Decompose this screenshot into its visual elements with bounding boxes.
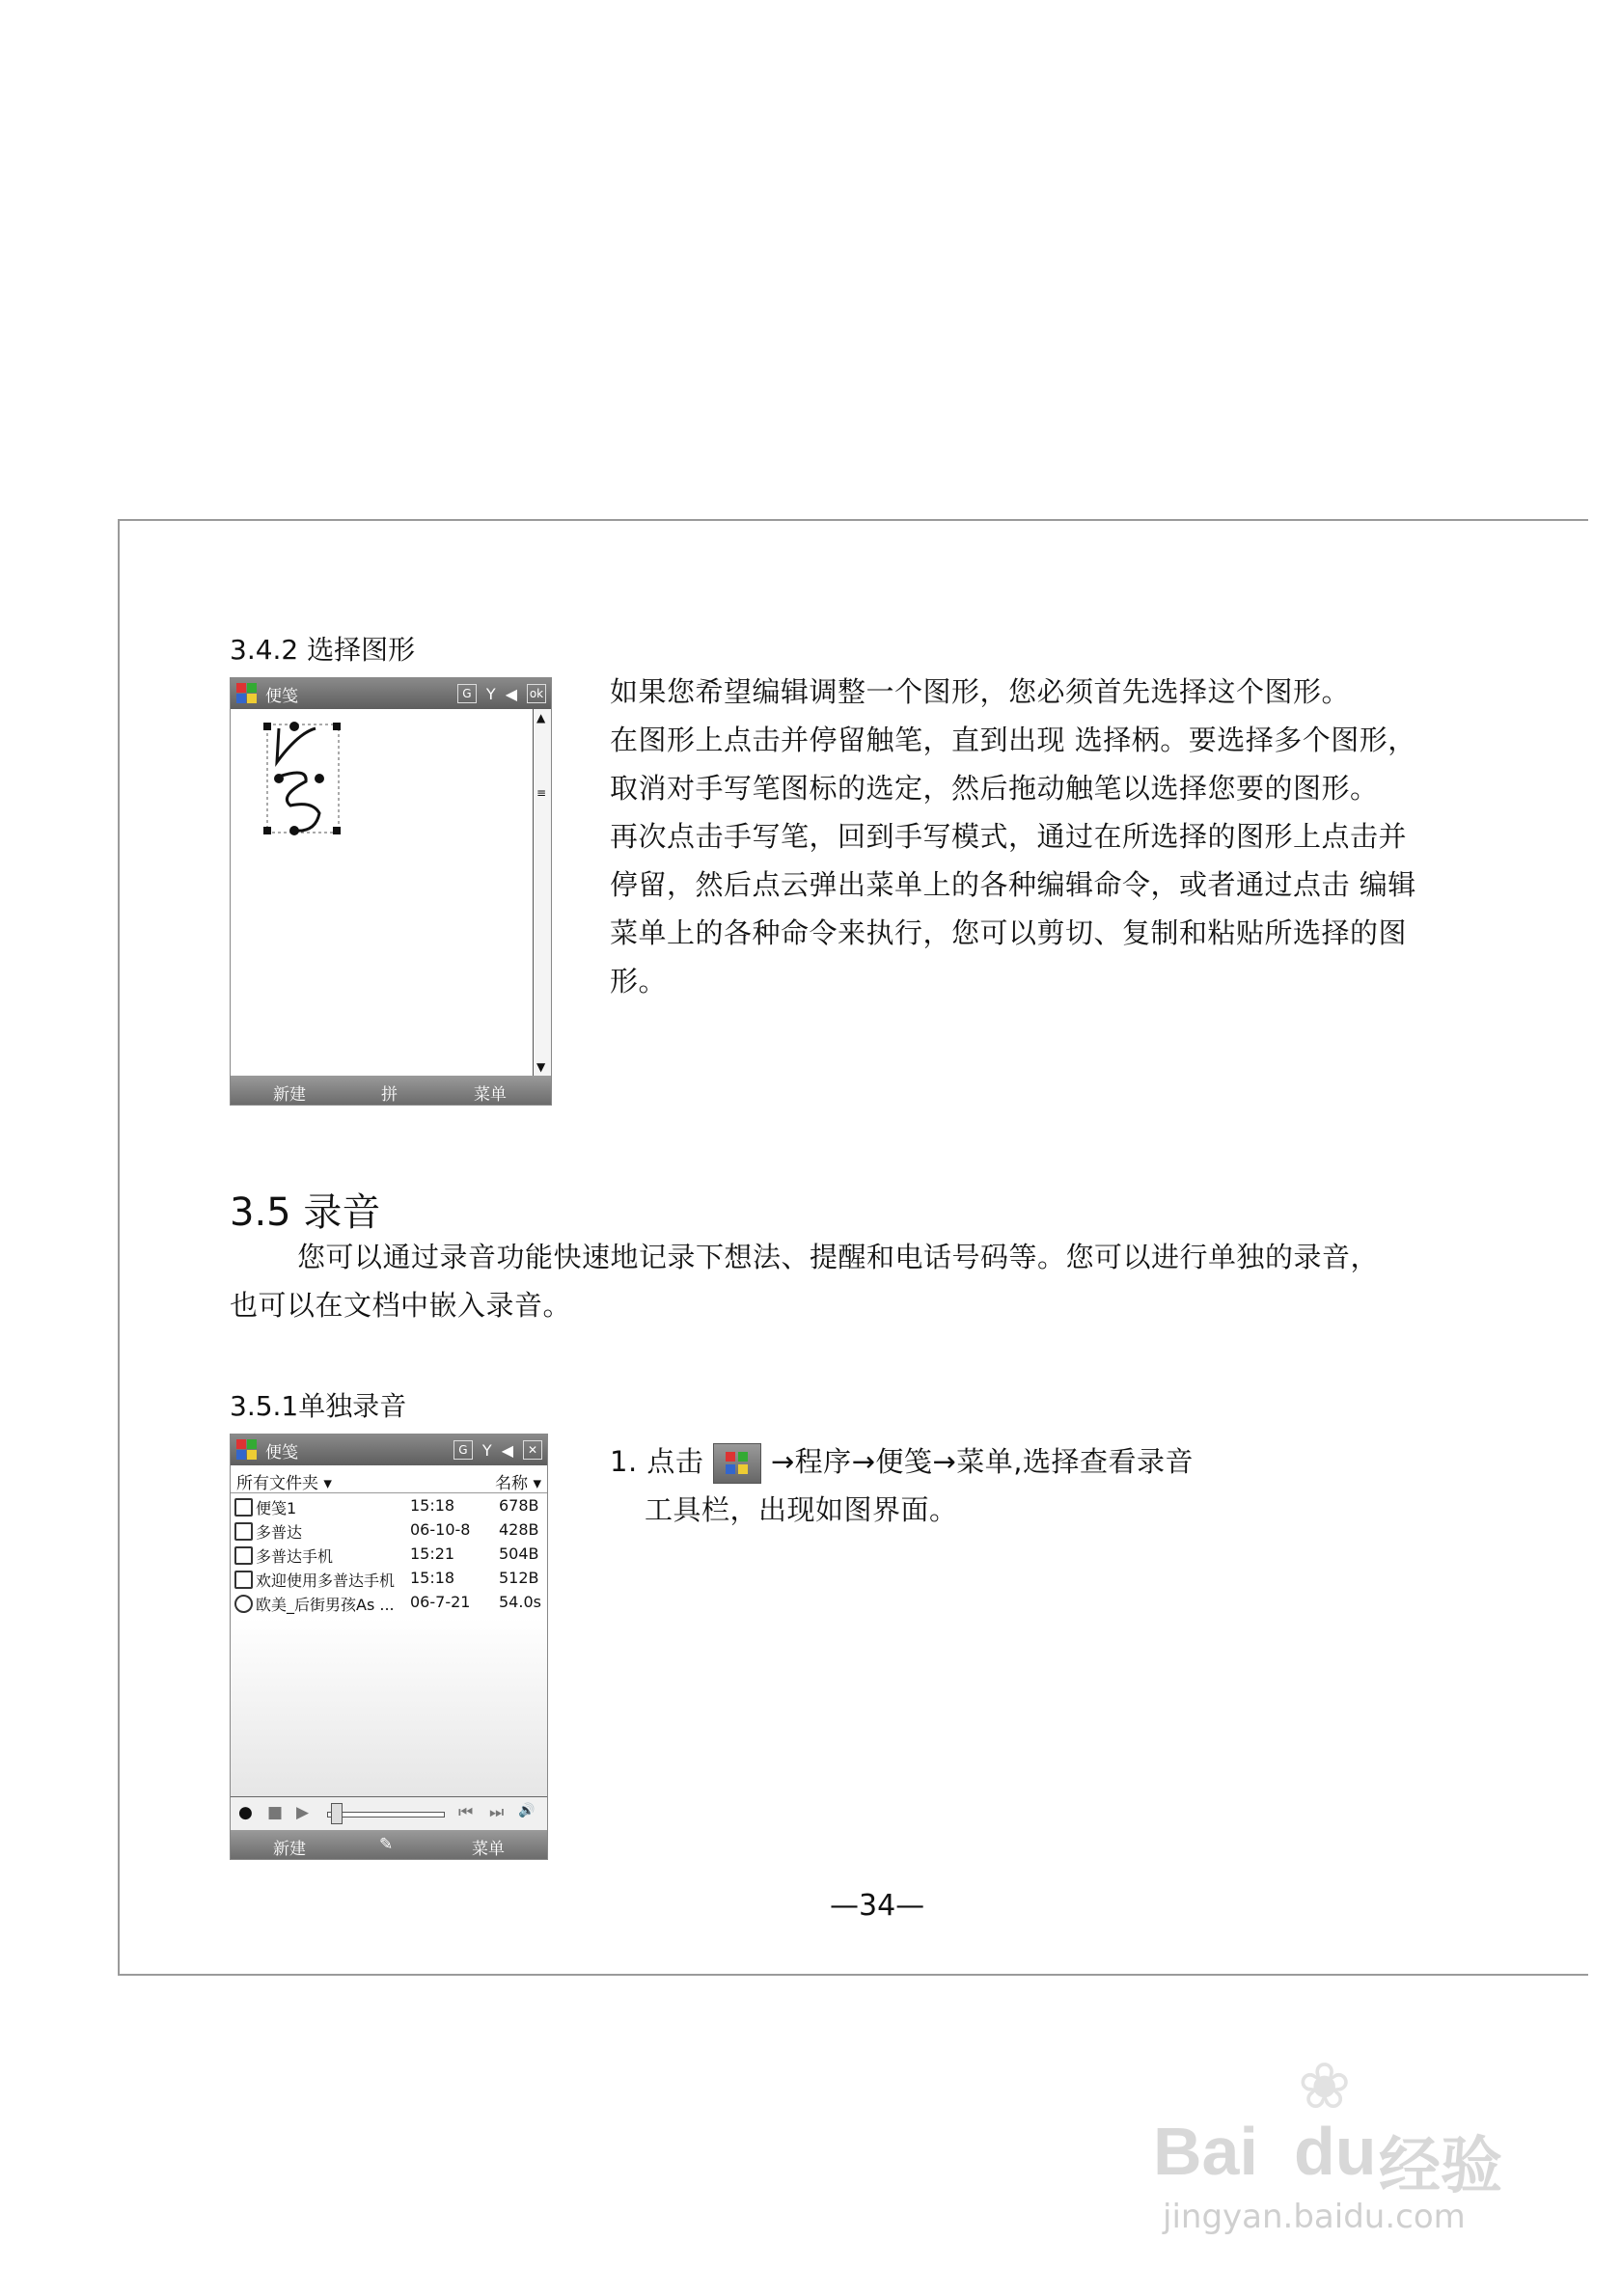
watermark-brand-du: du	[1294, 2114, 1377, 2189]
softkey-bar	[231, 1830, 547, 1859]
vertical-scrollbar[interactable]	[533, 709, 551, 1076]
folder-dropdown[interactable]: 所有文件夹 ▾	[236, 1474, 332, 1493]
selection-handles	[263, 722, 341, 835]
note-file-icon	[234, 1522, 253, 1541]
watermark-label: 经验	[1379, 2131, 1502, 2202]
file-name: 多普达手机	[256, 1547, 334, 1566]
text-line: 在图形上点击并停留触笔，直到出现 选择柄。要选择多个图形，	[610, 724, 1416, 756]
left-rule	[118, 519, 120, 1976]
file-name: 欢迎使用多普达手机	[256, 1572, 396, 1590]
file-time: 06-7-21	[410, 1593, 471, 1611]
section-351-text	[610, 1437, 1536, 1534]
file-row[interactable]	[231, 1591, 547, 1615]
softkey-input[interactable]: 拼	[381, 1085, 398, 1105]
windows-flag-icon	[234, 1437, 260, 1462]
file-time: 15:18	[410, 1496, 455, 1515]
text-line: 菜单上的各种命令来执行，您可以剪切、复制和粘贴所选择的图	[610, 916, 1408, 949]
ok-button[interactable]: ok	[527, 684, 546, 703]
file-name: 多普达	[256, 1523, 303, 1542]
text-line: 再次点击手写笔，回到手写模式，通过在所选择的图形上点击并	[610, 820, 1408, 853]
file-time: 15:18	[410, 1569, 455, 1587]
file-time: 06-10-8	[410, 1520, 471, 1539]
pen-input-icon[interactable]: ✎	[379, 1835, 394, 1854]
signal-icon: Y	[485, 684, 496, 703]
file-name: 便笺1	[256, 1499, 297, 1517]
file-size: 512B	[499, 1569, 539, 1587]
top-rule	[118, 519, 1588, 521]
titlebar	[231, 678, 551, 709]
bottom-rule	[118, 1974, 1588, 1976]
app-title: 便笺	[265, 686, 298, 706]
gprs-icon: G	[453, 1440, 473, 1460]
slider-thumb[interactable]	[331, 1803, 343, 1824]
volume-icon[interactable]: 🔊	[518, 1803, 536, 1818]
note-file-icon	[234, 1498, 253, 1517]
softkey-new[interactable]: 新建	[273, 1085, 306, 1105]
close-button[interactable]: ✕	[523, 1440, 542, 1460]
text-line: 也可以在文档中嵌入录音。	[230, 1289, 572, 1322]
start-menu-icon	[713, 1443, 761, 1484]
speaker-icon[interactable]: ◀	[505, 684, 517, 703]
scroll-up-arrow-icon[interactable]: ▲	[536, 711, 546, 724]
audio-file-icon	[234, 1595, 253, 1613]
recording-toolbar	[231, 1796, 547, 1830]
next-icon[interactable]: ⏭	[489, 1803, 505, 1822]
file-size: 54.0s	[499, 1593, 541, 1611]
note-file-icon	[234, 1546, 253, 1565]
step-prefix: 1. 点击	[610, 1445, 704, 1478]
page-number: —34—	[830, 1889, 925, 1923]
record-icon[interactable]: ●	[238, 1803, 253, 1822]
baidu-watermark	[1153, 2049, 1539, 2246]
file-row[interactable]	[231, 1494, 547, 1518]
position-slider[interactable]	[327, 1812, 445, 1818]
text-line: 取消对手写笔图标的选定，然后拖动触笔以选择您要的图形。	[610, 772, 1379, 805]
file-row[interactable]	[231, 1567, 547, 1591]
file-time: 15:21	[410, 1544, 455, 1563]
stop-icon[interactable]: ■	[267, 1803, 284, 1822]
watermark-brand: Bai	[1153, 2114, 1258, 2189]
screen-recording-list	[230, 1434, 548, 1860]
windows-flag-icon	[234, 681, 260, 706]
app-title: 便笺	[265, 1442, 298, 1462]
file-size: 504B	[499, 1544, 539, 1563]
section-342-text	[610, 668, 1536, 1005]
step-suffix: →程序→便笺→菜单,选择查看录音	[770, 1445, 1194, 1478]
file-row[interactable]	[231, 1543, 547, 1567]
scroll-down-arrow-icon[interactable]: ▼	[536, 1060, 546, 1074]
watermark-url: jingyan.baidu.com	[1163, 2198, 1466, 2236]
note-file-icon	[234, 1571, 253, 1589]
text-line: 您可以通过录音功能快速地记录下想法、提醒和电话号码等。您可以进行单独的录音，	[297, 1241, 1380, 1273]
speaker-icon[interactable]: ◀	[501, 1440, 513, 1460]
file-row[interactable]	[231, 1518, 547, 1543]
signal-icon: Y	[481, 1440, 492, 1460]
softkey-menu[interactable]: 菜单	[472, 1840, 505, 1859]
sketch-canvas[interactable]	[231, 709, 532, 1076]
sort-dropdown[interactable]: 名称 ▾	[495, 1474, 541, 1493]
file-size: 678B	[499, 1496, 539, 1515]
previous-icon[interactable]: ⏮	[458, 1803, 474, 1822]
section-35-heading: 3.5 录音	[230, 1190, 381, 1235]
list-background	[231, 1618, 547, 1797]
paw-icon: ❀	[1298, 2049, 1352, 2123]
step-line-2: 工具栏，出现如图界面。	[645, 1493, 958, 1526]
file-name: 欧美_后街男孩As ...	[256, 1596, 395, 1614]
scroll-thumb-icon[interactable]: ≡	[536, 786, 547, 800]
titlebar	[231, 1435, 547, 1465]
text-line: 停留，然后点云弹出菜单上的各种编辑命令，或者通过点击 编辑	[610, 868, 1416, 901]
play-icon[interactable]: ▶	[296, 1803, 310, 1822]
step-line	[610, 1437, 1536, 1486]
softkey-bar	[231, 1076, 551, 1105]
section-351-heading: 3.5.1单独录音	[230, 1390, 407, 1422]
softkey-menu[interactable]: 菜单	[474, 1085, 507, 1105]
file-size: 428B	[499, 1520, 539, 1539]
text-line: 如果您希望编辑调整一个图形，您必须首先选择这个图形。	[610, 675, 1351, 708]
screen-sketch-selection	[230, 677, 552, 1106]
section-35-text	[230, 1233, 1513, 1329]
section-342-heading: 3.4.2 选择图形	[230, 634, 416, 666]
text-line: 形。	[610, 965, 668, 998]
softkey-new[interactable]: 新建	[273, 1840, 306, 1859]
gprs-icon: G	[457, 684, 477, 703]
list-header	[231, 1465, 547, 1493]
